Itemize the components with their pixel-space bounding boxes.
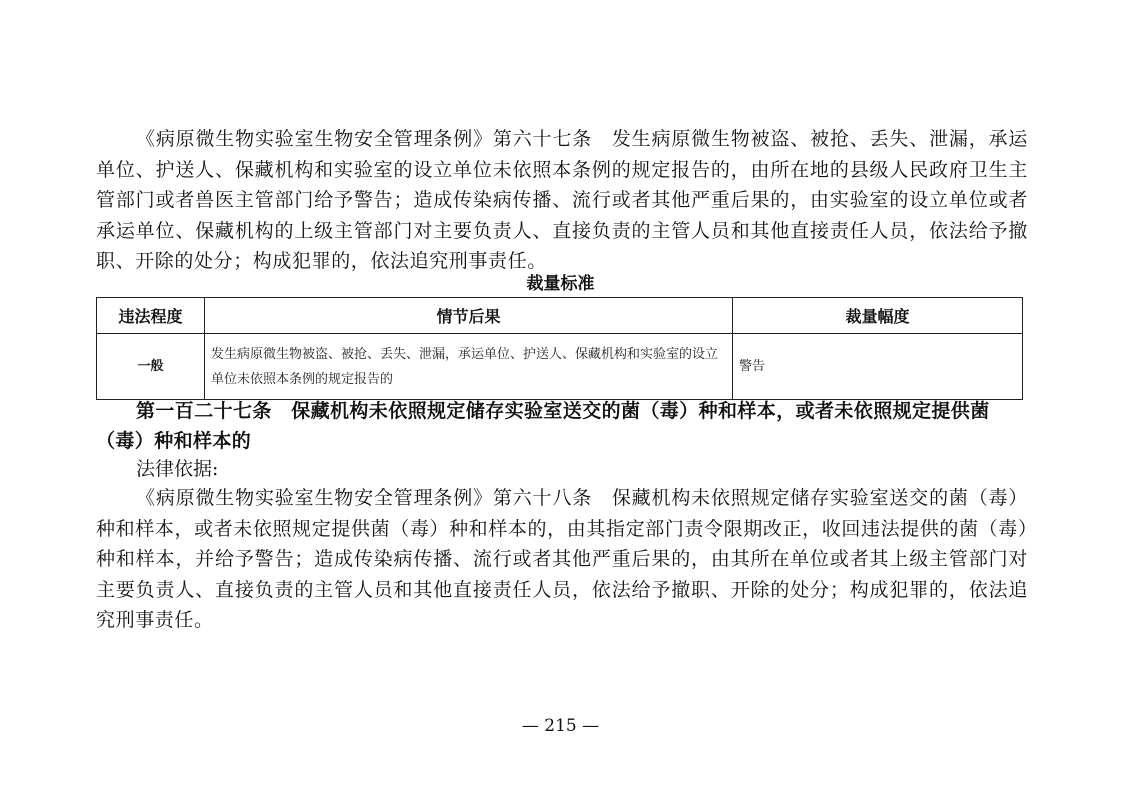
- cell-circumstance: 发生病原微生物被盗、被抢、丢失、泄漏，承运单位、护送人、保藏机构和实验室的设立单位未依照本条例的规定报告的: [205, 334, 733, 400]
- cell-violation-degree: 一般: [97, 334, 205, 400]
- column-header-circumstance: 情节后果: [205, 298, 733, 334]
- table-header-row: [97, 298, 1023, 334]
- column-header-penalty-range: 裁量幅度: [733, 298, 1023, 334]
- page-number: — 215 —: [521, 716, 600, 736]
- table-title: 裁量标准: [526, 274, 595, 294]
- cell-penalty-range: 警告: [733, 334, 1023, 400]
- article-heading: 第一百二十七条 保藏机构未依照规定储存实验室送交的菌（毒）种和样本，或者未依照规定提供菌（毒）种和样本的: [96, 400, 990, 452]
- discretion-standard-table: [96, 297, 1023, 400]
- legal-basis-label: 法律依据:: [136, 458, 219, 480]
- table-row: [97, 334, 1023, 400]
- regulation-paragraph-article-68: 《病原微生物实验室生物安全管理条例》第六十八条 保藏机构未依照规定储存实验室送交的菌（毒）种和样本，或者未依照规定提供菌（毒）种和样本的，由其指定部门责令限期改正，收回违法提供的菌（毒）种和样本，并给予警告；造成传染病传播、流行或者其他严重后果的，由其所在单位或者其上级主管部门对主要负责人、直接负责的主管人员和其他直接责任人员，依法给予撤职、开除的处分；构成犯罪的，依法追究刑事责任。: [96, 487, 1028, 631]
- column-header-violation-degree: 违法程度: [97, 298, 205, 334]
- regulation-paragraph-article-67: 《病原微生物实验室生物安全管理条例》第六十七条 发生病原微生物被盗、被抢、丢失、泄漏，承运单位、护送人、保藏机构和实验室的设立单位未依照本条例的规定报告的，由所在地的县级人民政府卫生主管部门或者兽医主管部门给予警告；造成传染病传播、流行或者其他严重后果的，由实验室的设立单位或者承运单位、保藏机构的上级主管部门对主要负责人、直接负责的主管人员和其他直接责任人员，依法给予撤职、开除的处分；构成犯罪的，依法追究刑事责任。: [96, 128, 1028, 272]
